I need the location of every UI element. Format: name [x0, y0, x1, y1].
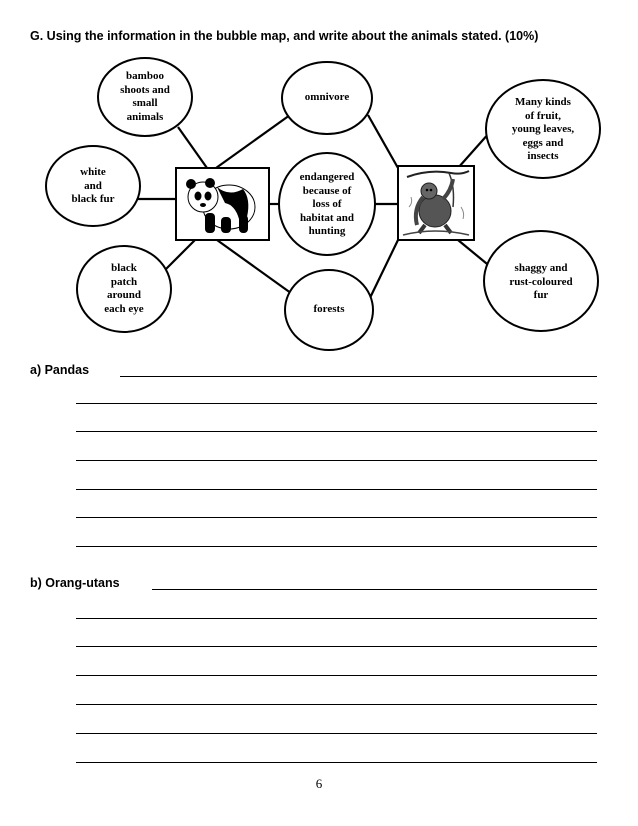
answer-a-line-7[interactable]: [76, 546, 597, 547]
answer-a-line-6[interactable]: [76, 517, 597, 518]
panda-image-box: [175, 167, 270, 241]
orangutan-image-box: [397, 165, 475, 241]
bubble-bamboo-shoots: bamboo shoots and small animals: [120, 70, 170, 123]
answer-a-label: a) Pandas: [30, 363, 90, 377]
answer-a-line-3[interactable]: [76, 431, 597, 432]
answer-b-label: b) Orang-utans: [30, 576, 120, 590]
question-heading: G. Using the information in the bubble map, and write about the animals stated. (10%): [30, 29, 539, 43]
panda-icon: [177, 169, 268, 239]
answer-a-line-1[interactable]: [120, 376, 597, 377]
answer-a-line-5[interactable]: [76, 489, 597, 490]
answer-b-line-4[interactable]: [76, 675, 597, 676]
page-number: 6: [315, 776, 323, 791]
answer-b-line-1[interactable]: [152, 589, 597, 590]
answer-b-line-7[interactable]: [76, 762, 597, 763]
answer-b-line-2[interactable]: [76, 618, 597, 619]
bubble-white-black-fur: white and black fur: [71, 166, 115, 205]
bubble-endangered: endangered because of loss of habitat and hunting: [299, 171, 355, 237]
bubble-fruit-diet: Many kinds of fruit, young leaves, eggs and insects: [511, 96, 575, 162]
bubble-eye-patch: black patch around each eye: [104, 262, 144, 315]
answer-a-line-2[interactable]: [76, 403, 597, 404]
answer-b-line-3[interactable]: [76, 646, 597, 647]
answer-b-line-5[interactable]: [76, 704, 597, 705]
orangutan-icon: [399, 167, 473, 239]
bubble-omnivore: omnivore: [304, 91, 350, 103]
bubble-forests: forests: [313, 303, 345, 315]
answer-b-line-6[interactable]: [76, 733, 597, 734]
answer-a-line-4[interactable]: [76, 460, 597, 461]
bubble-shaggy-fur: shaggy and rust-coloured fur: [509, 262, 573, 301]
